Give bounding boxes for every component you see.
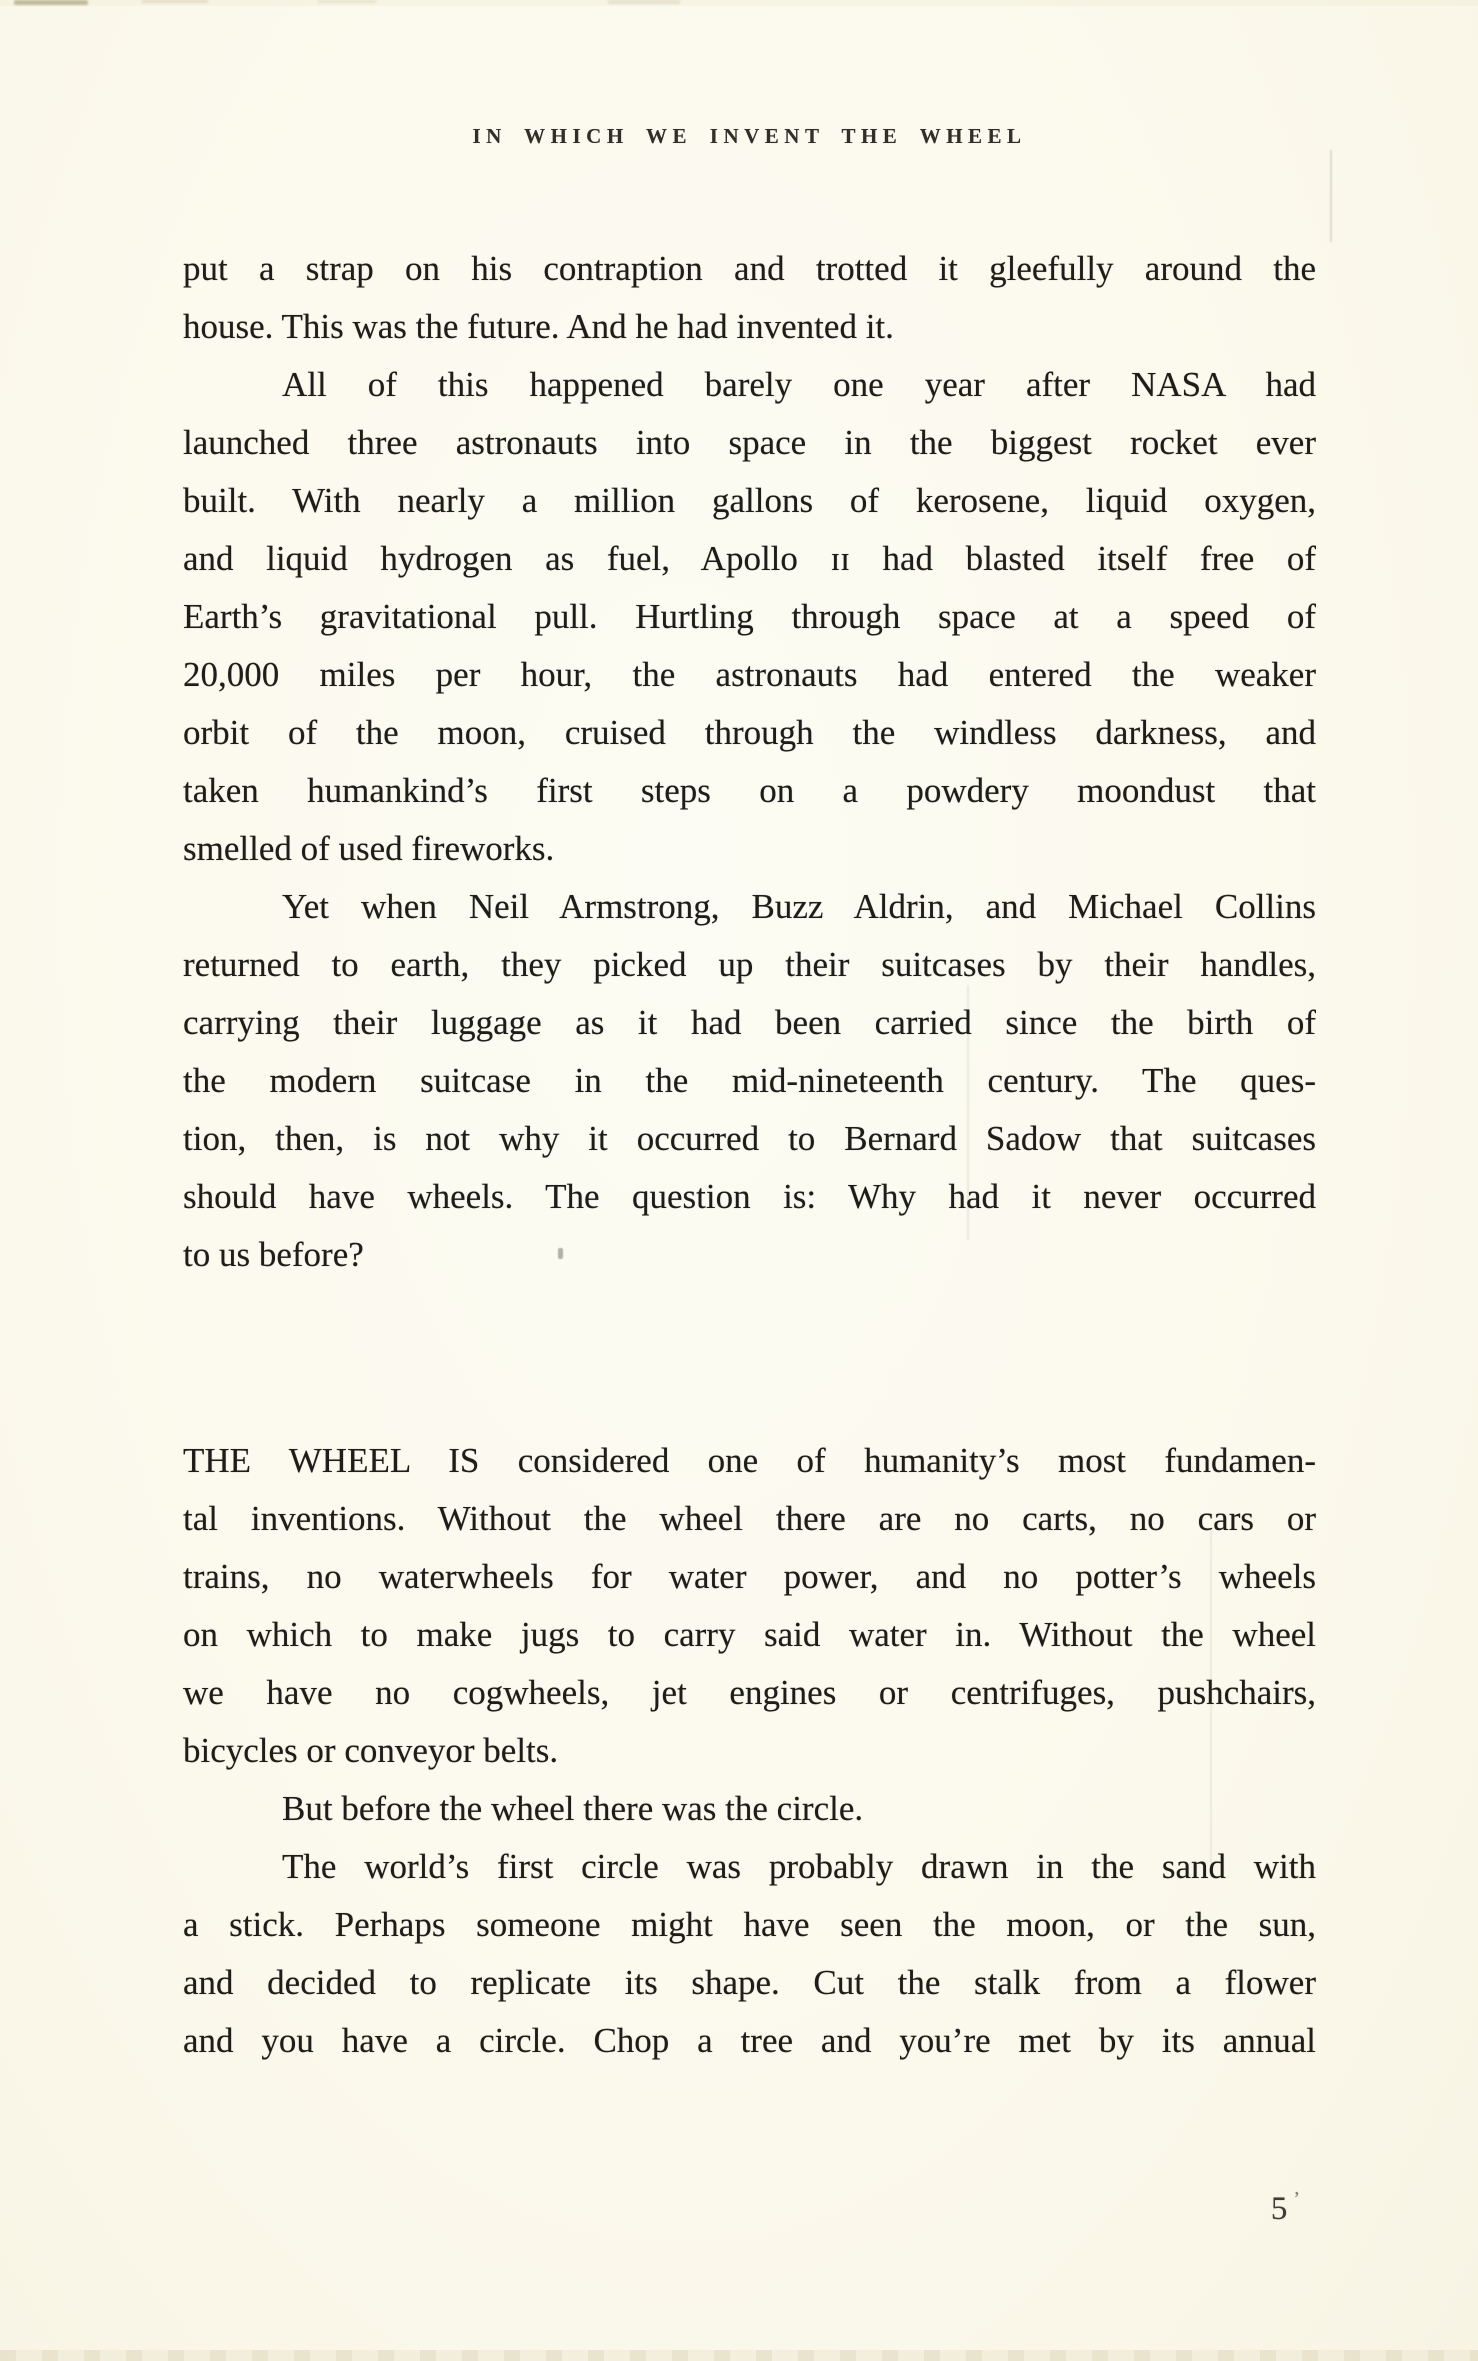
paragraph bbox=[183, 1432, 1316, 1780]
paragraph bbox=[183, 356, 1316, 878]
scan-smudge bbox=[318, 0, 376, 3]
text-line: and liquid hydrogen as fuel, Apollo ɪɪ had blasted itself free of bbox=[183, 539, 1316, 578]
text-line: house. This was the future. And he had invented it. bbox=[183, 307, 894, 346]
text-line: put a strap on his contraption and trotted it gleefully around the bbox=[183, 249, 1316, 288]
text-line: orbit of the moon, cruised through the windless darkness, and bbox=[183, 713, 1316, 752]
scan-edge-band-top bbox=[0, 0, 1478, 6]
text-line: trains, no waterwheels for water power, and no potter’s wheels bbox=[183, 1557, 1316, 1596]
text-line: All of this happened barely one year after NASA had bbox=[282, 365, 1316, 404]
text-line: bicycles or conveyor belts. bbox=[183, 1731, 559, 1770]
text-line: smelled of used fireworks. bbox=[183, 829, 555, 868]
text-line: taken humankind’s first steps on a powdery moondust that bbox=[183, 771, 1316, 810]
text-line: carrying their luggage as it had been carried since the birth of bbox=[183, 1003, 1316, 1042]
scan-smudge bbox=[608, 0, 680, 4]
text-line: The world’s first circle was probably drawn in the sand with bbox=[282, 1847, 1316, 1886]
running-header: IN WHICH WE INVENT THE WHEEL bbox=[472, 124, 1027, 148]
page-number-value: 5 bbox=[1270, 2191, 1288, 2227]
text-line: Yet when Neil Armstrong, Buzz Aldrin, and Michael Collins bbox=[282, 887, 1316, 926]
text-line: the modern suitcase in the mid-nineteenth century. The ques- bbox=[183, 1061, 1316, 1100]
scan-speck: ’ bbox=[1293, 2188, 1300, 2210]
text-line: tal inventions. Without the wheel there are no carts, no cars or bbox=[183, 1499, 1316, 1538]
text-block bbox=[183, 240, 1316, 2070]
text-line: to us before? bbox=[183, 1235, 364, 1274]
paragraph bbox=[183, 878, 1316, 1284]
scan-smudge bbox=[142, 0, 208, 3]
text-line: tion, then, is not why it occurred to Bernard Sadow that suitcases bbox=[183, 1119, 1316, 1158]
text-line: should have wheels. The question is: Why had it never occurred bbox=[183, 1177, 1316, 1216]
text-line: THE WHEEL IS considered one of humanity’s most fundamen- bbox=[183, 1441, 1316, 1480]
paragraph bbox=[183, 1780, 1316, 1838]
text-line: launched three astronauts into space in the biggest rocket ever bbox=[183, 423, 1316, 462]
page-number bbox=[183, 2188, 1316, 2228]
text-line: built. With nearly a million gallons of kerosene, liquid oxygen, bbox=[183, 481, 1316, 520]
scan-crease bbox=[1330, 150, 1332, 242]
scan-smudge bbox=[14, 0, 88, 5]
text-line: on which to make jugs to carry said water in. Without the wheel bbox=[183, 1615, 1316, 1654]
paragraph bbox=[183, 1838, 1316, 2070]
text-line: and you have a circle. Chop a tree and you’re met by its annual bbox=[183, 2021, 1316, 2060]
text-line: But before the wheel there was the circle. bbox=[282, 1789, 864, 1828]
text-line: we have no cogwheels, jet engines or centrifuges, pushchairs, bbox=[183, 1673, 1316, 1712]
text-line: returned to earth, they picked up their suitcases by their handles, bbox=[183, 945, 1316, 984]
text-line: 20,000 miles per hour, the astronauts had entered the weaker bbox=[183, 655, 1316, 694]
text-line: Earth’s gravitational pull. Hurtling through space at a speed of bbox=[183, 597, 1316, 636]
text-line: a stick. Perhaps someone might have seen the moon, or the sun, bbox=[183, 1905, 1316, 1944]
paragraph bbox=[183, 240, 1316, 356]
text-line: and decided to replicate its shape. Cut the stalk from a flower bbox=[183, 1963, 1316, 2002]
scan-edge-band-bottom bbox=[0, 2350, 1478, 2361]
